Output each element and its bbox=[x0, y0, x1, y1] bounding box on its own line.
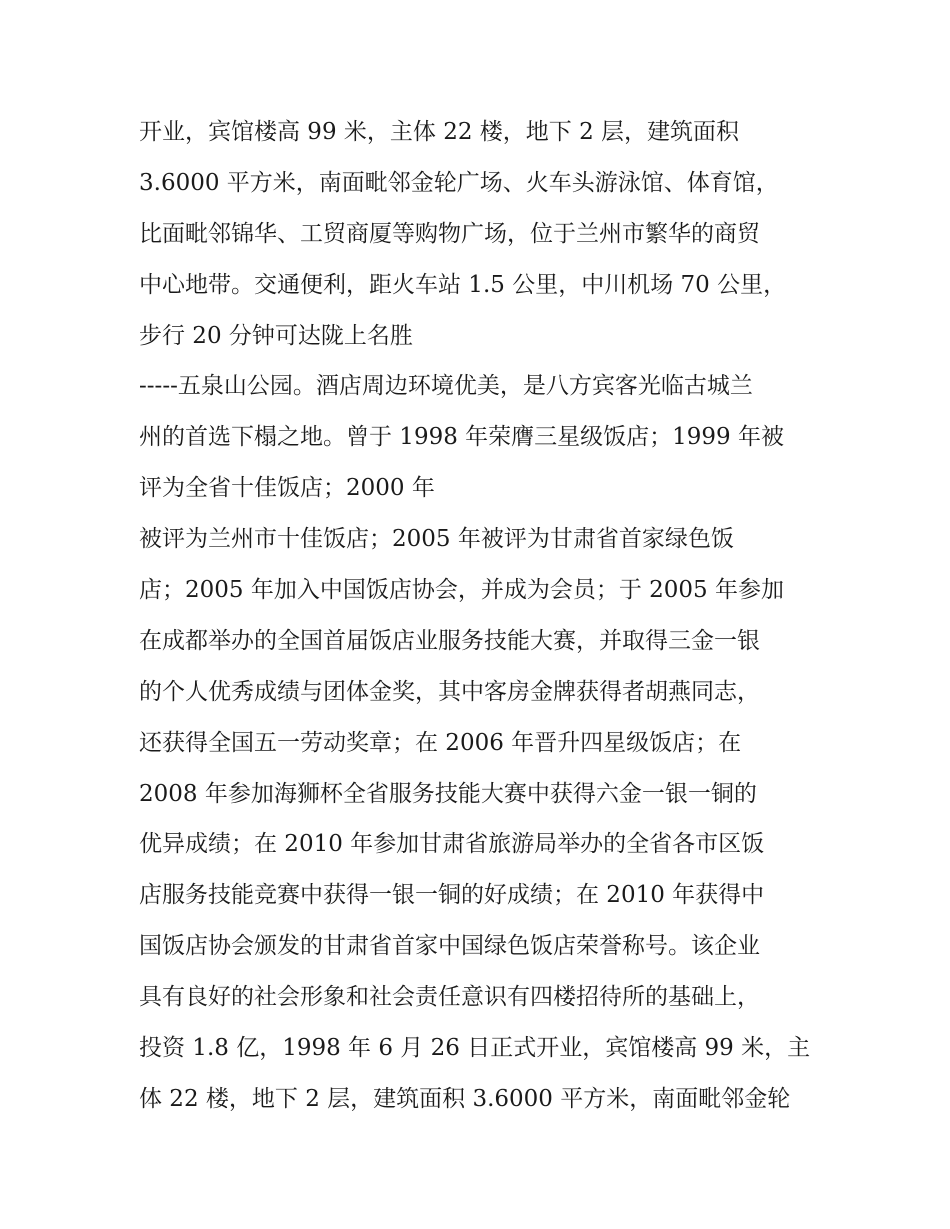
text-line: 店；2005 年加入中国饭店协会，并成为会员；于 2005 年参加 bbox=[139, 577, 784, 604]
text-line: 州的首选下榻之地。曾于 1998 年荣膺三星级饭店；1999 年被 bbox=[139, 424, 784, 451]
text-line: -----五泉山公园。酒店周边环境优美，是八方宾客光临古城兰 bbox=[139, 373, 753, 400]
text-line: 3.6000 平方米，南面毗邻金轮广场、火车头游泳馆、体育馆， bbox=[139, 169, 779, 196]
text-line: 2008 年参加海狮杯全省服务技能大赛中获得六金一银一铜的 bbox=[139, 780, 757, 807]
text-line: 还获得全国五一劳动奖章；在 2006 年晋升四星级饭店；在 bbox=[139, 729, 742, 756]
text-line: 具有良好的社会形象和社会责任意识有四楼招待所的基础上， bbox=[139, 984, 760, 1011]
text-line: 步行 20 分钟可达陇上名胜 bbox=[139, 322, 413, 349]
body-text bbox=[139, 107, 829, 1125]
text-line: 投资 1.8 亿，1998 年 6 月 26 日正式开业，宾馆楼高 99 米，主 bbox=[139, 1035, 811, 1062]
text-line: 在成都举办的全国首届饭店业服务技能大赛，并取得三金一银 bbox=[139, 627, 760, 654]
text-line: 国饭店协会颁发的甘肃省首家中国绿色饭店荣誉称号。该企业 bbox=[139, 933, 760, 960]
text-line: 的个人优秀成绩与团体金奖，其中客房金牌获得者胡燕同志， bbox=[139, 678, 760, 705]
text-line: 评为全省十佳饭店；2000 年 bbox=[139, 475, 435, 502]
text-line: 店服务技能竞赛中获得一银一铜的好成绩；在 2010 年获得中 bbox=[139, 882, 765, 909]
text-line: 开业，宾馆楼高 99 米，主体 22 楼，地下 2 层，建筑面积 bbox=[139, 119, 740, 145]
text-line: 中心地带。交通便利，距火车站 1.5 公里，中川机场 70 公里， bbox=[139, 271, 787, 298]
text-line: 比面毗邻锦华、工贸商厦等购物广场，位于兰州市繁华的商贸 bbox=[139, 220, 760, 247]
text-line: 体 22 楼，地下 2 层，建筑面积 3.6000 平方米，南面毗邻金轮 bbox=[139, 1085, 791, 1112]
text-line: 被评为兰州市十佳饭店；2005 年被评为甘肃省首家绿色饭 bbox=[139, 526, 734, 553]
text-line: 优异成绩；在 2010 年参加甘肃省旅游局举办的全省各市区饭 bbox=[139, 831, 765, 858]
